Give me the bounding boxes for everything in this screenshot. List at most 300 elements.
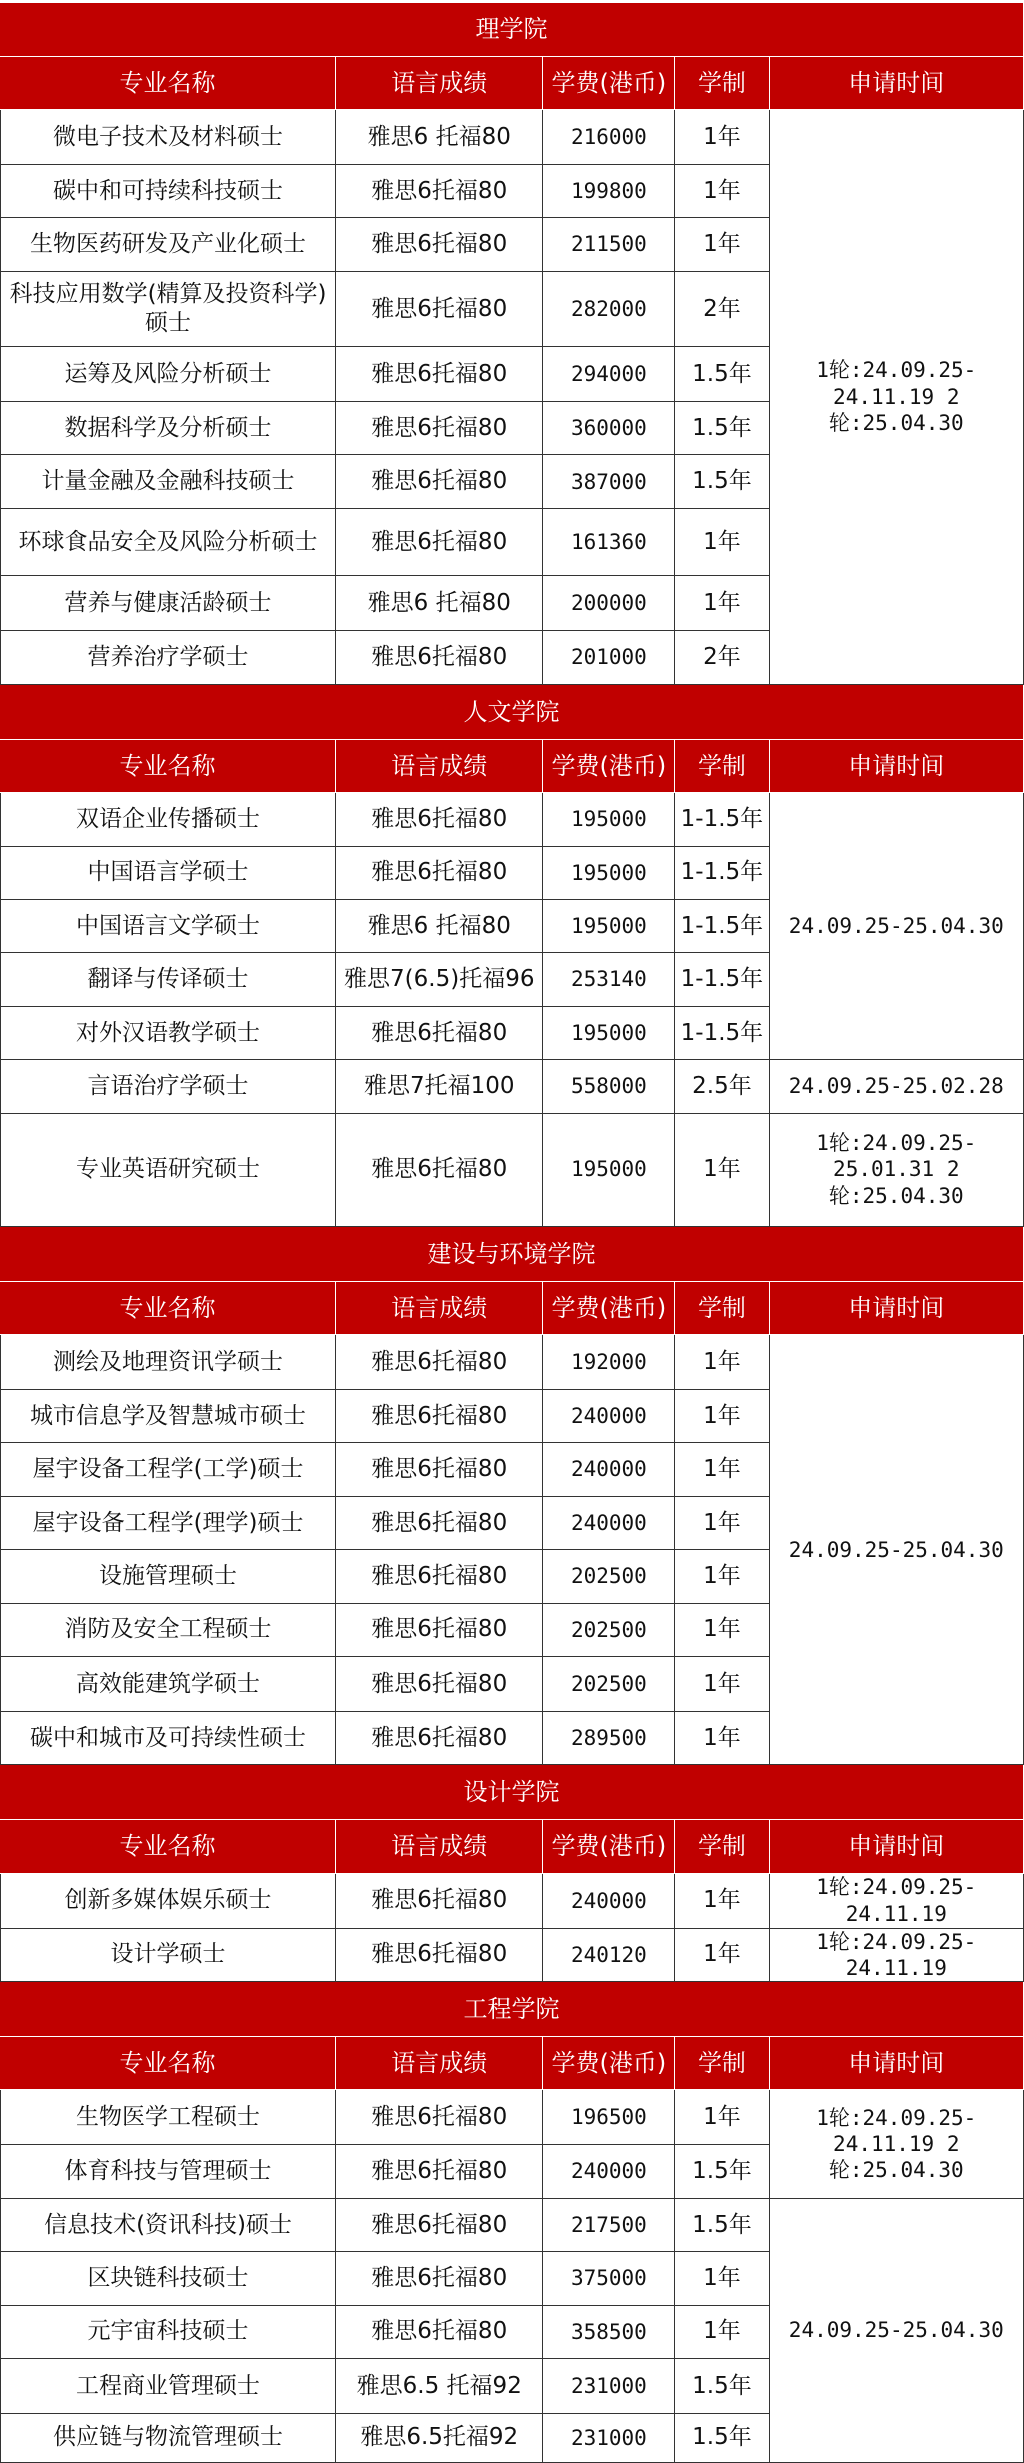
table-cell-tuition-text: 375000 (570, 2266, 647, 2291)
column-header-tuition-text: 学费(港币) (551, 2049, 667, 2078)
table-cell-language-score (336, 2252, 543, 2305)
table-cell-duration (675, 1443, 769, 1496)
table-cell-language-score-text: 雅思6 托福80 (367, 123, 511, 150)
application-period-cell-text: 24.09.25-25.02.28 (788, 1074, 1004, 1099)
table-cell-language-score-text: 雅思6托福80 (371, 1509, 508, 1536)
table-cell-tuition (543, 1007, 675, 1060)
table-cell-tuition-text: 202500 (570, 1617, 647, 1642)
section-title-text: 建设与环境学院 (427, 1239, 596, 1268)
table-cell-duration (675, 1390, 769, 1443)
table-cell-program-name-text: 元宇宙科技硕士 (87, 2318, 249, 2345)
table-cell-program-name (0, 2359, 336, 2414)
table-cell-duration-text: 1年 (703, 231, 741, 258)
column-header-duration (675, 1282, 769, 1335)
table-cell-language-score-text: 雅思6.5托福92 (360, 2424, 519, 2451)
table-cell-language-score-text: 雅思6托福80 (371, 644, 508, 671)
application-period-cell-text: 1轮:24.09.25-25.01.31 2轮:25.04.30 (816, 1131, 977, 1208)
table-cell-language-score (336, 2199, 543, 2252)
column-header-duration (675, 57, 769, 110)
table-cell-duration-text: 1年 (703, 1402, 741, 1429)
table-cell-tuition (543, 165, 675, 218)
column-header-tuition (543, 1820, 675, 1873)
table-cell-tuition (543, 847, 675, 900)
column-header-tuition-text: 学费(港币) (551, 68, 667, 97)
table-cell-tuition (543, 2090, 675, 2145)
table-cell-language-score (336, 218, 543, 271)
application-period-cell (770, 1335, 1024, 1765)
application-period-cell-text: 1轮:24.09.25-24.11.19 (816, 1875, 977, 1926)
application-period-cell (770, 2090, 1024, 2198)
table-cell-duration-text: 1-1.5年 (680, 859, 764, 886)
table-cell-duration (675, 1874, 769, 1929)
table-cell-duration-text: 1年 (703, 1670, 741, 1697)
column-header-language-score (336, 1282, 543, 1335)
table-cell-tuition (543, 1657, 675, 1712)
table-cell-program-name (0, 402, 336, 455)
column-header-duration (675, 1820, 769, 1873)
table-cell-language-score (336, 953, 543, 1006)
table-cell-language-score-text: 雅思6托福80 (371, 1156, 508, 1183)
table-cell-program-name (0, 1060, 336, 1113)
table-cell-language-score-text: 雅思6托福80 (371, 1670, 508, 1697)
column-header-duration-text: 学制 (697, 68, 746, 97)
column-header-language-score-text: 语言成绩 (391, 1293, 488, 1322)
table-cell-duration (675, 576, 769, 631)
table-cell-tuition (543, 1390, 675, 1443)
table-cell-duration-text: 1年 (703, 123, 741, 150)
column-header-tuition-text: 学费(港币) (551, 1832, 667, 1861)
column-header-program-name-text: 专业名称 (119, 68, 216, 97)
table-cell-program-name-text: 屋宇设备工程学(理学)硕士 (32, 1509, 304, 1536)
table-cell-duration (675, 1060, 769, 1113)
table-cell-tuition-text: 216000 (570, 124, 647, 149)
table-cell-language-score (336, 847, 543, 900)
table-cell-tuition-text: 240120 (570, 1942, 647, 1967)
table-cell-duration-text: 1年 (703, 1724, 741, 1751)
table-cell-tuition-text: 199800 (570, 178, 647, 203)
column-header-tuition (543, 2037, 675, 2090)
section-title (0, 1227, 1024, 1282)
table-cell-language-score-text: 雅思6托福80 (371, 231, 508, 258)
table-cell-language-score-text: 雅思6.5 托福92 (356, 2372, 522, 2399)
column-header-duration (675, 2037, 769, 2090)
application-period-cell-text: 24.09.25-25.04.30 (788, 1537, 1004, 1562)
table-cell-language-score (336, 631, 543, 684)
column-header-language-score (336, 2037, 543, 2090)
table-cell-duration-text: 1年 (703, 1616, 741, 1643)
table-cell-language-score-text: 雅思6 托福80 (367, 912, 511, 939)
table-cell-language-score (336, 1390, 543, 1443)
table-cell-language-score-text: 雅思6托福80 (371, 1887, 508, 1914)
table-cell-tuition-text: 217500 (570, 2212, 647, 2237)
table-cell-duration-text: 1.5年 (692, 414, 752, 441)
table-cell-program-name (0, 1657, 336, 1712)
application-period-cell-text: 24.09.25-25.04.30 (788, 2318, 1004, 2343)
column-header-application-period-text: 申请时间 (848, 1832, 945, 1861)
table-cell-duration-text: 1年 (703, 2318, 741, 2345)
table-cell-duration-text: 1-1.5年 (680, 1019, 764, 1046)
table-cell-tuition (543, 1604, 675, 1657)
table-cell-tuition-text: 240000 (570, 1888, 647, 1913)
table-cell-program-name (0, 2199, 336, 2252)
table-cell-duration (675, 631, 769, 684)
table-cell-tuition (543, 576, 675, 631)
table-cell-program-name-text: 营养治疗学硕士 (87, 644, 249, 671)
column-header-program-name-text: 专业名称 (119, 2049, 216, 2078)
table-cell-duration (675, 1335, 769, 1390)
table-cell-language-score-text: 雅思6托福80 (371, 1456, 508, 1483)
table-cell-program-name (0, 2090, 336, 2145)
table-cell-tuition (543, 110, 675, 165)
column-header-program-name-text: 专业名称 (119, 1293, 216, 1322)
table-cell-duration-text: 1年 (703, 528, 741, 555)
table-cell-duration (675, 953, 769, 1006)
table-cell-program-name-text: 工程商业管理硕士 (76, 2372, 261, 2399)
application-period-cell (770, 1060, 1024, 1113)
section-title-text: 人文学院 (463, 697, 560, 726)
table-cell-tuition-text: 358500 (570, 2319, 647, 2344)
application-period-cell (770, 793, 1024, 1060)
table-cell-program-name-text: 供应链与物流管理硕士 (53, 2424, 284, 2451)
table-cell-language-score-text: 雅思6托福80 (371, 1562, 508, 1589)
table-cell-duration-text: 2.5年 (692, 1072, 752, 1099)
table-cell-program-name-text: 体育科技与管理硕士 (64, 2158, 272, 2185)
table-cell-language-score (336, 576, 543, 631)
table-cell-program-name-text: 科技应用数学(精算及投资科学)硕士 (9, 281, 327, 336)
table-cell-language-score (336, 1604, 543, 1657)
table-cell-language-score-text: 雅思6 托福80 (367, 590, 511, 616)
column-header-language-score (336, 1820, 543, 1873)
application-period-cell (770, 1874, 1024, 1929)
table-cell-language-score (336, 402, 543, 455)
table-cell-program-name (0, 2414, 336, 2463)
table-cell-language-score (336, 1497, 543, 1550)
table-cell-language-score (336, 2359, 543, 2414)
table-cell-tuition (543, 347, 675, 402)
table-cell-duration-text: 1年 (703, 2264, 741, 2291)
table-cell-language-score (336, 1335, 543, 1390)
table-cell-language-score (336, 2414, 543, 2463)
table-cell-duration-text: 1年 (703, 1941, 741, 1968)
table-cell-duration (675, 1712, 769, 1765)
table-cell-program-name (0, 509, 336, 577)
table-cell-tuition (543, 1114, 675, 1227)
table-cell-program-name-text: 城市信息学及智慧城市硕士 (30, 1402, 307, 1429)
table-cell-tuition (543, 455, 675, 508)
table-cell-language-score-text: 雅思6托福80 (371, 1724, 508, 1751)
table-cell-duration (675, 218, 769, 271)
column-header-tuition-text: 学费(港币) (551, 751, 667, 780)
table-cell-tuition (543, 272, 675, 347)
table-cell-program-name-text: 中国语言文学硕士 (76, 912, 261, 939)
table-cell-duration-text: 1-1.5年 (680, 966, 764, 993)
table-cell-tuition-text: 195000 (570, 913, 647, 938)
table-cell-program-name-text: 生物医学工程硕士 (76, 2104, 261, 2130)
table-cell-program-name-text: 对外汉语教学硕士 (76, 1019, 261, 1046)
table-cell-language-score (336, 1114, 543, 1227)
table-cell-language-score (336, 793, 543, 846)
table-cell-program-name-text: 运筹及风险分析硕士 (64, 360, 272, 387)
table-cell-language-score-text: 雅思6托福80 (371, 2211, 508, 2238)
application-period-cell-text: 1轮:24.09.25-24.11.19 2轮:25.04.30 (816, 358, 977, 435)
column-header-language-score-text: 语言成绩 (391, 68, 488, 97)
table-cell-program-name-text: 环球食品安全及风险分析硕士 (18, 528, 318, 555)
table-cell-language-score (336, 1443, 543, 1496)
table-cell-program-name-text: 计量金融及金融科技硕士 (41, 468, 295, 495)
table-cell-tuition-text: 202500 (570, 1564, 647, 1589)
table-cell-language-score-text: 雅思6托福80 (371, 414, 508, 441)
table-cell-program-name-text: 信息技术(资讯科技)硕士 (44, 2211, 293, 2238)
application-period-cell-text: 24.09.25-25.04.30 (788, 913, 1004, 938)
table-cell-duration (675, 847, 769, 900)
table-cell-language-score-text: 雅思6托福80 (371, 2158, 508, 2185)
table-cell-program-name (0, 2252, 336, 2305)
table-cell-duration (675, 455, 769, 508)
column-header-duration-text: 学制 (697, 2049, 746, 2078)
table-cell-duration-text: 2年 (703, 644, 741, 671)
table-cell-duration-text: 1.5年 (692, 2372, 752, 2399)
table-cell-duration-text: 1年 (703, 1156, 741, 1183)
table-cell-language-score (336, 2090, 543, 2145)
table-cell-duration-text: 1年 (703, 1509, 741, 1536)
table-cell-duration (675, 402, 769, 455)
section-title (0, 3, 1024, 56)
table-cell-program-name-text: 设计学硕士 (110, 1941, 226, 1968)
application-period-cell (770, 1114, 1024, 1227)
column-header-duration-text: 学制 (697, 1832, 746, 1861)
table-cell-program-name-text: 消防及安全工程硕士 (64, 1616, 272, 1643)
table-cell-tuition (543, 1550, 675, 1603)
table-cell-tuition-text: 200000 (570, 591, 647, 616)
table-cell-language-score (336, 165, 543, 218)
column-header-application-period-text: 申请时间 (848, 68, 945, 97)
table-cell-tuition (543, 1335, 675, 1390)
table-cell-language-score (336, 1007, 543, 1060)
table-cell-program-name (0, 165, 336, 218)
table-cell-tuition (543, 2252, 675, 2305)
table-cell-tuition-text: 294000 (570, 361, 647, 386)
section-title (0, 1765, 1024, 1820)
table-cell-language-score (336, 455, 543, 508)
table-cell-program-name-text: 营养与健康活龄硕士 (64, 590, 272, 616)
table-cell-tuition-text: 360000 (570, 416, 647, 441)
table-cell-program-name (0, 793, 336, 846)
column-header-application-period-text: 申请时间 (848, 2049, 945, 2078)
column-header-application-period-text: 申请时间 (848, 751, 945, 780)
column-header-duration-text: 学制 (697, 751, 746, 780)
table-cell-duration-text: 1.5年 (692, 468, 752, 495)
table-cell-tuition-text: 211500 (570, 232, 647, 257)
table-cell-tuition-text: 192000 (570, 1349, 647, 1374)
table-cell-duration (675, 2359, 769, 2414)
table-cell-language-score (336, 2306, 543, 2359)
column-header-application-period (770, 740, 1024, 793)
column-header-application-period (770, 2037, 1024, 2090)
table-cell-program-name (0, 900, 336, 953)
table-cell-duration (675, 900, 769, 953)
table-cell-duration (675, 110, 769, 165)
table-cell-language-score (336, 110, 543, 165)
table-cell-program-name (0, 847, 336, 900)
column-header-program-name-text: 专业名称 (119, 751, 216, 780)
table-cell-language-score-text: 雅思6托福80 (371, 177, 508, 204)
column-header-program-name (0, 1820, 336, 1873)
table-cell-tuition (543, 2145, 675, 2198)
table-cell-duration (675, 793, 769, 846)
table-cell-program-name (0, 953, 336, 1006)
table-cell-tuition-text: 195000 (570, 1020, 647, 1045)
table-cell-language-score-text: 雅思6托福80 (371, 2104, 508, 2130)
table-cell-language-score (336, 1060, 543, 1113)
table-cell-language-score (336, 2145, 543, 2198)
table-cell-duration-text: 1.5年 (692, 360, 752, 387)
table-cell-language-score (336, 272, 543, 347)
table-cell-language-score (336, 1874, 543, 1929)
table-cell-program-name-text: 区块链科技硕士 (87, 2264, 249, 2291)
table-cell-program-name (0, 1443, 336, 1496)
table-cell-duration (675, 1114, 769, 1227)
column-header-language-score (336, 740, 543, 793)
table-cell-language-score (336, 1550, 543, 1603)
application-period-cell (770, 110, 1024, 685)
table-cell-language-score (336, 900, 543, 953)
table-cell-tuition-text: 240000 (570, 2159, 647, 2184)
table-cell-language-score-text: 雅思6托福80 (371, 859, 508, 886)
table-cell-program-name (0, 1712, 336, 1765)
table-cell-program-name-text: 创新多媒体娱乐硕士 (64, 1887, 272, 1914)
table-cell-duration (675, 2090, 769, 2145)
table-cell-program-name (0, 218, 336, 271)
table-cell-tuition (543, 402, 675, 455)
table-cell-program-name-text: 碳中和城市及可持续性硕士 (30, 1724, 307, 1751)
table-cell-language-score-text: 雅思6托福80 (371, 1348, 508, 1375)
table-cell-tuition (543, 793, 675, 846)
table-cell-program-name (0, 272, 336, 347)
table-cell-tuition-text: 240000 (570, 1404, 647, 1428)
table-cell-duration-text: 1.5年 (692, 2158, 752, 2185)
table-cell-program-name-text: 设施管理硕士 (99, 1562, 238, 1589)
table-cell-tuition-text: 201000 (570, 645, 647, 670)
section-title-text: 设计学院 (463, 1778, 560, 1807)
table-cell-language-score-text: 雅思6托福80 (371, 295, 508, 322)
table-cell-language-score-text: 雅思6托福80 (371, 528, 508, 555)
table-cell-duration (675, 165, 769, 218)
table-cell-tuition-text: 240000 (570, 1457, 647, 1482)
table-cell-duration-text: 1-1.5年 (680, 805, 764, 832)
column-header-tuition (543, 57, 675, 110)
table-cell-duration-text: 1年 (703, 1887, 741, 1914)
table-cell-program-name-text: 高效能建筑学硕士 (76, 1670, 261, 1697)
table-cell-language-score-text: 雅思6托福80 (371, 1616, 508, 1643)
table-cell-duration-text: 1年 (703, 2104, 741, 2130)
table-cell-program-name (0, 1007, 336, 1060)
table-cell-program-name (0, 576, 336, 631)
table-cell-language-score (336, 1657, 543, 1712)
column-header-application-period (770, 1820, 1024, 1873)
table-cell-tuition-text: 195000 (570, 860, 647, 885)
table-cell-program-name (0, 1929, 336, 1982)
table-cell-tuition-text: 240000 (570, 1510, 647, 1535)
table-cell-language-score-text: 雅思6托福80 (371, 1019, 508, 1046)
table-cell-duration (675, 1007, 769, 1060)
table-cell-program-name (0, 455, 336, 508)
table-cell-tuition (543, 218, 675, 271)
section-title (0, 685, 1024, 740)
table-cell-tuition-text: 195000 (570, 1157, 647, 1182)
column-header-language-score (336, 57, 543, 110)
table-cell-language-score-text: 雅思6托福80 (371, 1941, 508, 1968)
table-cell-language-score-text: 雅思7(6.5)托福96 (344, 966, 535, 993)
table-cell-duration (675, 1497, 769, 1550)
table-cell-duration (675, 2252, 769, 2305)
table-cell-duration-text: 1年 (703, 1456, 741, 1483)
table-cell-program-name-text: 中国语言学硕士 (87, 859, 249, 886)
table-cell-program-name-text: 双语企业传播硕士 (76, 805, 261, 832)
table-cell-tuition (543, 1443, 675, 1496)
table-cell-program-name-text: 翻译与传译硕士 (87, 966, 249, 993)
table-cell-program-name (0, 631, 336, 684)
column-header-tuition-text: 学费(港币) (551, 1293, 667, 1322)
table-cell-language-score (336, 347, 543, 402)
column-header-program-name (0, 2037, 336, 2090)
column-header-duration-text: 学制 (697, 1293, 746, 1322)
table-cell-tuition-text: 202500 (570, 1671, 647, 1696)
table-cell-program-name (0, 2306, 336, 2359)
table-cell-tuition (543, 509, 675, 577)
column-header-language-score-text: 语言成绩 (391, 1832, 488, 1861)
table-cell-tuition (543, 1929, 675, 1982)
table-cell-language-score-text: 雅思6托福80 (371, 805, 508, 832)
table-cell-tuition-text: 231000 (570, 2373, 647, 2398)
table-cell-tuition (543, 900, 675, 953)
table-cell-program-name-text: 碳中和可持续科技硕士 (53, 177, 284, 204)
table-cell-tuition (543, 953, 675, 1006)
table-cell-program-name-text: 屋宇设备工程学(工学)硕士 (32, 1456, 304, 1483)
table-cell-language-score (336, 1929, 543, 1982)
table-cell-tuition-text: 387000 (570, 469, 647, 494)
table-cell-duration (675, 1929, 769, 1982)
section-title (0, 1982, 1024, 2037)
table-cell-tuition (543, 1060, 675, 1113)
column-header-language-score-text: 语言成绩 (391, 2049, 488, 2078)
table-cell-duration-text: 1-1.5年 (680, 912, 764, 939)
section-title-text: 工程学院 (463, 1995, 560, 2024)
table-cell-duration (675, 1550, 769, 1603)
column-header-tuition (543, 1282, 675, 1335)
table-cell-duration (675, 2414, 769, 2463)
table-cell-language-score-text: 雅思6托福80 (371, 1402, 508, 1429)
table-cell-tuition-text: 195000 (570, 807, 647, 832)
table-cell-tuition-text: 253140 (570, 967, 647, 992)
table-cell-duration-text: 2年 (703, 295, 741, 322)
table-cell-tuition (543, 1874, 675, 1929)
table-cell-duration (675, 1657, 769, 1712)
column-header-application-period-text: 申请时间 (848, 1293, 945, 1322)
table-cell-tuition (543, 1712, 675, 1765)
table-cell-program-name (0, 1604, 336, 1657)
table-cell-tuition-text: 196500 (570, 2105, 647, 2130)
table-cell-tuition (543, 2306, 675, 2359)
table-cell-program-name (0, 1874, 336, 1929)
table-cell-language-score-text: 雅思7托福100 (363, 1072, 515, 1099)
table-cell-duration (675, 2306, 769, 2359)
table-cell-program-name-text: 言语治疗学硕士 (87, 1072, 249, 1099)
table-cell-duration-text: 1年 (703, 1348, 741, 1375)
table-cell-language-score-text: 雅思6托福80 (371, 2318, 508, 2345)
table-cell-language-score (336, 509, 543, 577)
table-cell-duration (675, 272, 769, 347)
table-cell-program-name (0, 1550, 336, 1603)
